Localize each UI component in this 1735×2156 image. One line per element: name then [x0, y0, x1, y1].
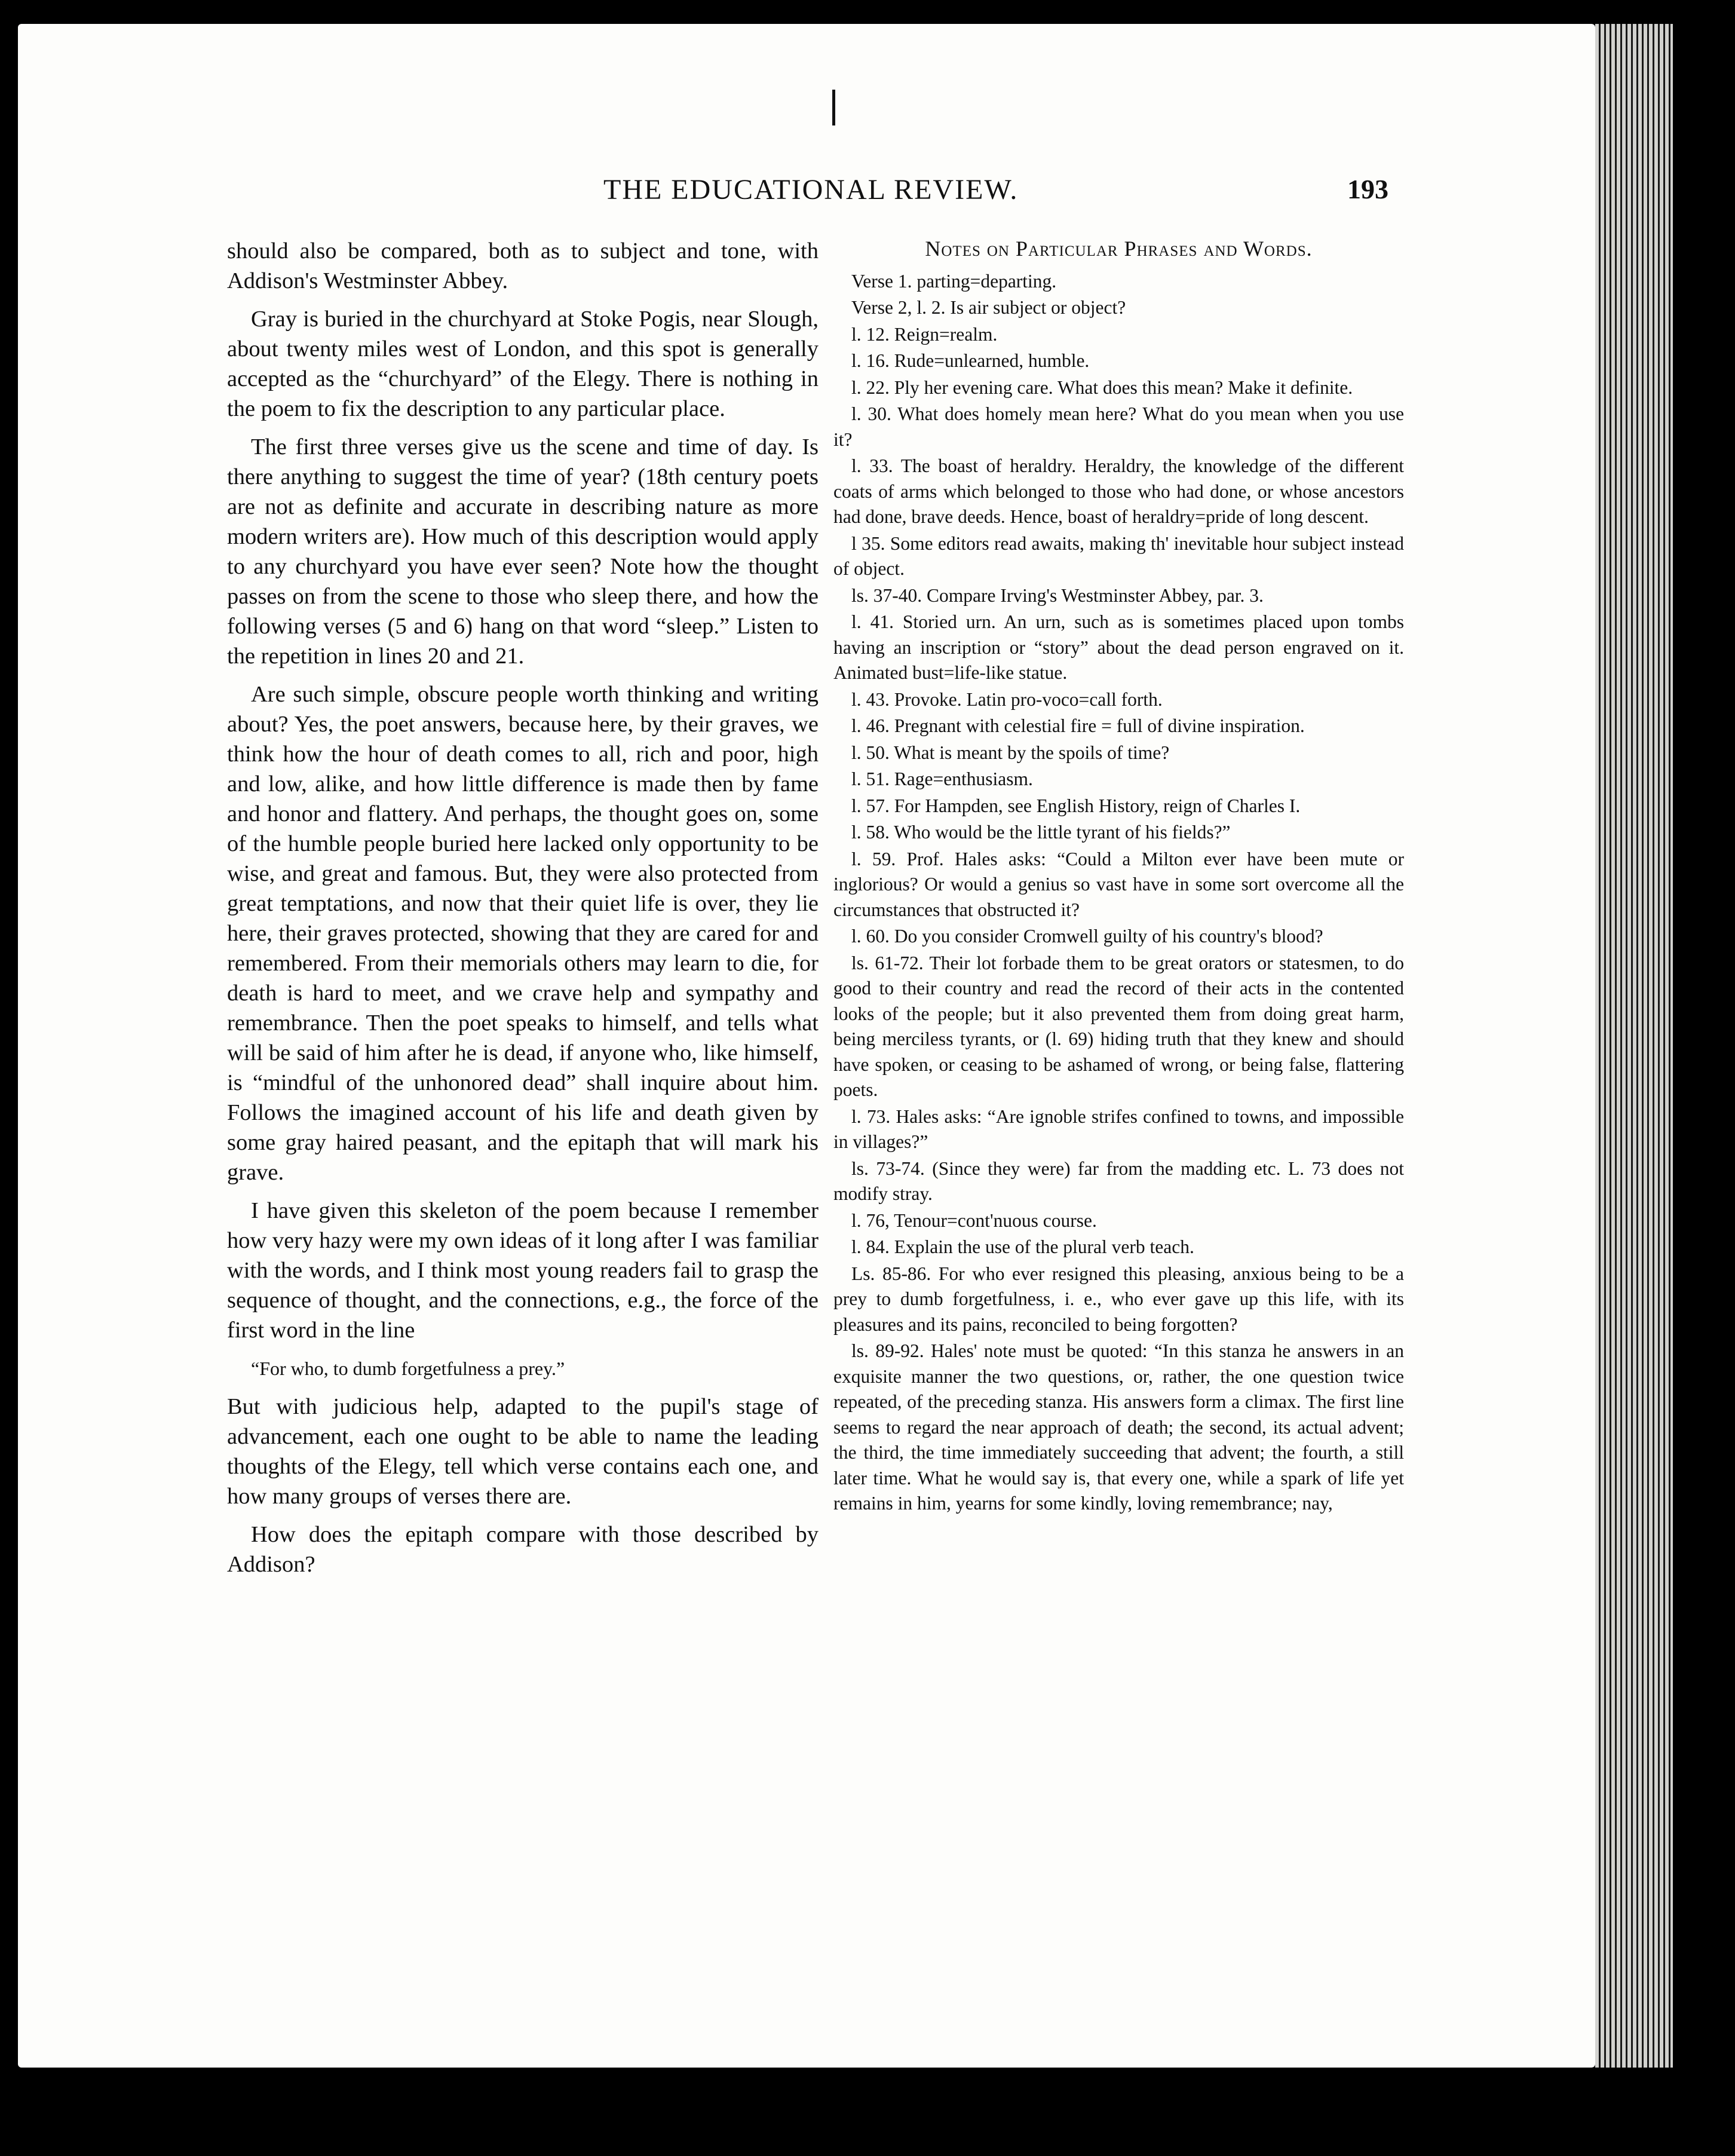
paragraph: Are such simple, obscure people worth thinking and writing about? Yes, the poet answers, because here, by their graves, we think how the hour of death comes to all, rich and poor, high and low, alike, and how little difference is made then by fame and honor and flattery. And perhaps, the thought goes on, some of the humble people buried here lacked only opportunity to be wise, and great and famous. But, they were also protected from great temptations, and now that their quiet life is over, they lie here, their graves protected, showing that they are cared for and remembered. From their memorials others may learn to die, for death is hard to meet, and we crave help and sympathy and remembrance. Then the poet speaks to himself, and tells what will be said of him after he is dead, if anyone who, like himself, is “mindful of the unhonored dead” shall inquire about him. Follows the imagined account of his life and death given by some gray haired peasant, and the epitaph that will mark his grave.: [227, 682, 819, 1185]
note: l. 73. Hales asks: “Are ignoble strifes confined to towns, and impossible in villages?”: [833, 1105, 1404, 1152]
paragraph: should also be compared, both as to subject and tone, with Addison's Westminster Abbey.: [227, 238, 819, 293]
paragraph: How does the epitaph compare with those described by Addison?: [227, 1522, 819, 1577]
note: Verse 1. parting=departing.: [851, 270, 1057, 292]
note: l. 43. Provoke. Latin pro-voco=call forth.: [851, 688, 1163, 710]
note: ls. 61-72. Their lot forbade them to be great orators or statesmen, to do good to their country and read the record of their acts in the contented looks of the people; but it also prevented them from doing great harm, being merciless tyrants, or (l. 69) hiding truth that they knew and should have spoken, or ceasing to be ashamed of wrong, or being false, flattering poets.: [833, 952, 1404, 1100]
page-edge-shadow: [1595, 24, 1673, 2068]
note: l. 50. What is meant by the spoils of time?: [851, 742, 1170, 763]
note: l. 33. The boast of heraldry. Heraldry, the knowledge of the different coats of arms which belonged to those who had done, or whose ancestors had done, brave deeds. Hence, boast of heraldry=pride of long descent.: [833, 455, 1404, 527]
note: ls. 37-40. Compare Irving's Westminster Abbey, par. 3.: [851, 584, 1264, 606]
paragraph: But with judicious help, adapted to the pupil's stage of advancement, each one ought to be able to name the leading thoughts of the Elegy, tell which verse contains each one, and how many groups of verses there are.: [227, 1394, 819, 1509]
left-column: [227, 236, 819, 1579]
right-column: [833, 236, 1404, 1517]
top-ink-mark: [832, 90, 835, 125]
paragraph: The first three verses give us the scene and time of day. Is there anything to suggest the time of year? (18th century poets are not as definite and accurate in describing nature as more modern writers are). How much of this description would apply to any churchyard you have ever seen? Note how the thought passes on from the scene to those who sleep there, and how the following verses (5 and 6) hang on that word “sleep.” Listen to the repetition in lines 20 and 21.: [227, 434, 819, 669]
note: Verse 2, l. 2. Is air subject or object?: [851, 297, 1126, 318]
note: Ls. 85-86. For who ever resigned this pleasing, anxious being to be a prey to dumb forgetfulness, i. e., who ever gave up this life, with its pleasures and its pains, reconciled to being forgotten?: [833, 1263, 1404, 1335]
note: l. 76, Tenour=cont'nuous course.: [851, 1209, 1097, 1231]
note: l. 30. What does homely mean here? What do you mean when you use it?: [833, 403, 1404, 450]
note: l. 84. Explain the use of the plural verb teach.: [851, 1236, 1194, 1257]
note: ls. 89-92. Hales' note must be quoted: “In this stanza he answers in an exquisite manner the two questions, or, rather, the one question twice repeated, of the preceding stanza. His answers form a climax. The first line seems to regard the near approach of death; the second, its actual advent; the third, the time immediately succeeding that advent; the fourth, a still later time. What he would say is, that every one, while a spark of life yet remains in him, yearns for some kindly, loving remembrance; nay,: [833, 1340, 1404, 1514]
paragraph: I have given this skeleton of the poem because I remember how very hazy were my own ideas of it long after I was familiar with the words, and I think most young readers fail to grasp the sequence of thought, and the connections, e.g., the force of the first word in the line: [227, 1198, 819, 1343]
note: l. 22. Ply her evening care. What does this mean? Make it definite.: [851, 376, 1353, 398]
paragraph: Gray is buried in the churchyard at Stoke Pogis, near Slough, about twenty miles west of London, and this spot is generally accepted as the “churchyard” of the Elegy. There is nothing in the poem to fix the description to any particular place.: [227, 307, 819, 421]
note: l. 41. Storied urn. An urn, such as is sometimes placed upon tombs having an inscription or “story” about the dead person engraved on it. Animated bust=life-like statue.: [833, 611, 1404, 683]
note: l. 51. Rage=enthusiasm.: [851, 768, 1033, 789]
running-head: THE EDUCATIONAL REVIEW.: [603, 174, 1019, 206]
quoted-line: “For who, to dumb forgetfulness a prey.”: [251, 1358, 565, 1379]
notes-heading: Notes on Particular Phrases and Words.: [925, 237, 1313, 261]
note: l. 57. For Hampden, see English History, reign of Charles I.: [851, 795, 1301, 816]
note: l. 16. Rude=unlearned, humble.: [851, 350, 1090, 371]
note: l. 12. Reign=realm.: [851, 323, 998, 345]
note: l. 59. Prof. Hales asks: “Could a Milton ever have been mute or inglorious? Or would a genius so vast have in some sort overcome all the circumstances that obstructed it?: [833, 848, 1404, 920]
note: ls. 73-74. (Since they were) far from the madding etc. L. 73 does not modify stray.: [833, 1157, 1404, 1204]
note: l. 58. Who would be the little tyrant of his fields?”: [851, 822, 1231, 843]
page-number: 193: [1347, 174, 1388, 204]
note: l 35. Some editors read awaits, making th' inevitable hour subject instead of object.: [833, 532, 1404, 579]
note: l. 46. Pregnant with celestial fire = full of divine inspiration.: [851, 715, 1305, 736]
note: l. 60. Do you consider Cromwell guilty of his country's blood?: [851, 926, 1323, 947]
